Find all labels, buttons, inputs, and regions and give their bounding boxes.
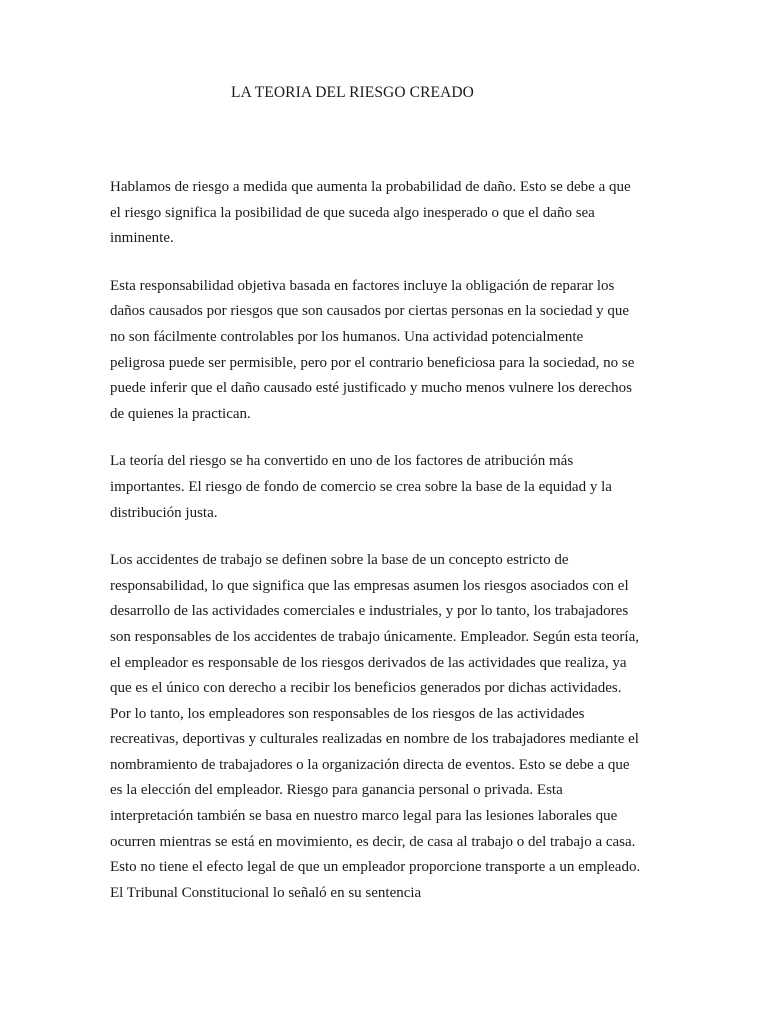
text-line: interpretación también se basa en nuestro marco legal para las lesiones laborales que bbox=[110, 808, 618, 825]
document-title: LA TEORIA DEL RIESGO CREADO bbox=[231, 84, 474, 101]
text-line: son responsables de los accidentes de trabajo únicamente. Empleador. Según esta teoría, bbox=[110, 628, 639, 645]
paragraph-1 bbox=[110, 175, 670, 252]
text-line: nombramiento de trabajadores o la organización directa de eventos. Esto se debe a que bbox=[110, 756, 630, 773]
text-line: de quienes la practican. bbox=[110, 405, 251, 422]
text-line: Esta responsabilidad objetiva basada en factores incluye la obligación de reparar los bbox=[110, 277, 615, 294]
document-body bbox=[110, 175, 670, 928]
text-line: Hablamos de riesgo a medida que aumenta la probabilidad de daño. Esto se debe a que bbox=[110, 179, 631, 195]
text-line: desarrollo de las actividades comerciales e industriales, y por lo tanto, los trabajadores bbox=[110, 603, 629, 620]
text-line: inminente. bbox=[110, 230, 174, 247]
text-line: no son fácilmente controlables por los humanos. Una actividad potencialmente bbox=[110, 328, 584, 345]
text-line: daños causados por riesgos que son causados por ciertas personas en la sociedad y que bbox=[110, 303, 630, 320]
text-line: El Tribunal Constitucional lo señaló en su sentencia bbox=[110, 884, 422, 901]
text-line: es la elección del empleador. Riesgo para ganancia personal o privada. Esta bbox=[110, 782, 563, 799]
text-line: puede inferir que el daño causado esté justificado y mucho menos vulnere los derechos bbox=[110, 380, 632, 397]
text-line: el riesgo significa la posibilidad de que suceda algo inesperado o que el daño sea bbox=[110, 204, 595, 221]
text-line: Los accidentes de trabajo se definen sobre la base de un concepto estricto de bbox=[110, 552, 569, 569]
text-line: La teoría del riesgo se ha convertido en uno de los factores de atribución más bbox=[110, 453, 574, 470]
text-line: el empleador es responsable de los riesgos derivados de las actividades que realiza, ya bbox=[110, 654, 627, 671]
paragraph-4 bbox=[110, 548, 670, 906]
text-line: importantes. El riesgo de fondo de comercio se crea sobre la base de la equidad y la bbox=[110, 478, 612, 495]
text-line: Por lo tanto, los empleadores son responsables de los riesgos de las actividades bbox=[110, 705, 585, 722]
text-line: que es el único con derecho a recibir los beneficios generados por dichas actividades. bbox=[110, 680, 622, 697]
text-line: recreativas, deportivas y culturales realizadas en nombre de los trabajadores mediante el bbox=[110, 731, 639, 748]
paragraph-2 bbox=[110, 274, 670, 428]
text-line: peligrosa puede ser permisible, pero por el contrario beneficiosa para la sociedad, no se bbox=[110, 354, 635, 371]
text-line: responsabilidad, lo que significa que las empresas asumen los riesgos asociados con el bbox=[110, 577, 629, 594]
paragraph-3 bbox=[110, 449, 670, 526]
text-line: distribución justa. bbox=[110, 504, 218, 521]
text-line: ocurren mientras se está en movimiento, es decir, de casa al trabajo o del trabajo a casa. bbox=[110, 833, 636, 850]
text-line: Esto no tiene el efecto legal de que un empleador proporcione transporte a un empleado. bbox=[110, 859, 641, 876]
